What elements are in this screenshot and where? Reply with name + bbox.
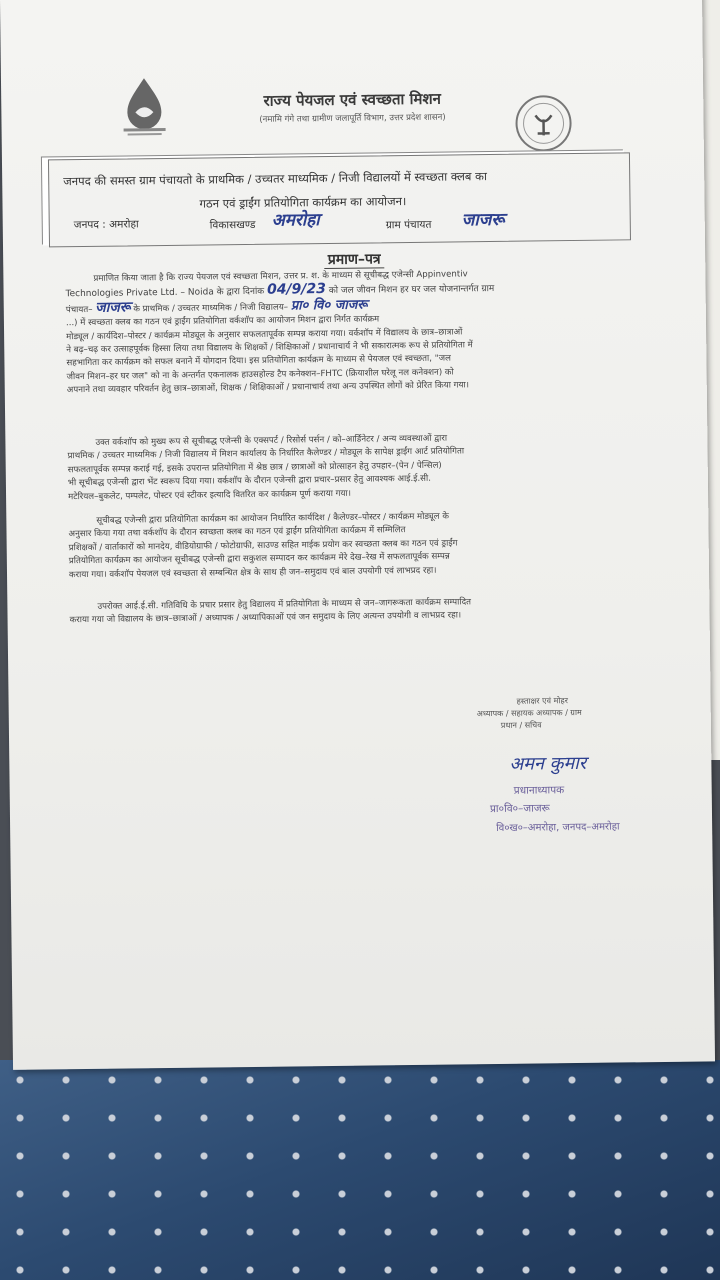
- date-handwritten: 04/9/23: [266, 281, 327, 299]
- p3-line-5: कराया गया। वर्कशाॅप पेयजल एवं स्वच्छता से सम्बन्धित क्षेत्र के साथ ही जन–समुदाय एवं बाल उपयोगी एवं लाभप्रद रहा।: [68, 565, 437, 580]
- p1-line-1: प्रमाणित किया जाता है कि राज्य पेयजल एवं स्वच्छता मिशन, उत्तर प्र. श. के माध्यम से सूचीबद्ध एजेन्सी Appinventiv: [93, 269, 468, 284]
- paragraph-2: [67, 430, 650, 504]
- certificate-heading: प्रमाण–पत्र: [3, 245, 705, 273]
- panchayat-value-handwritten: जाजरू: [461, 209, 505, 231]
- p1-line-2: Technologies Private Ltd. – Noida के द्वारा दिनांक 04/9/23 को जल जीवन मिशन हर घर जल योजनान्तर्गत ग्राम: [65, 281, 495, 300]
- p3-line-1: सूचीबद्ध एजेन्सी द्वारा प्रतियोगिता कार्यक्रम का आयोजन निर्धारित कार्यदिश / कैलेण्डर–पोस्टर / कार्यक्रम मोड्यूल के: [96, 511, 449, 526]
- paragraph-4: [69, 594, 651, 628]
- signature-label-3: प्रधान / सचिव: [500, 720, 542, 730]
- p4-line-1: उपरोक्त आई.ई.सी. गतिविधि के प्रचार प्रसार हेतु विद्यालय में प्रतियोगिता के माध्यम से जन–जागरूकता कार्यक्रम सम्पादित: [97, 597, 472, 612]
- stamp-designation: प्रधानाध्यापक: [513, 784, 565, 797]
- district-label: जनपद : अमरोहा: [73, 218, 139, 232]
- p1-line-5: मोड्यूल / कार्यदिश–पोस्टर / कार्यक्रम मोड्यूल के अनुसार सफलतापूर्वक सम्पन्न कराया गया। वर्कशाॅप में विद्यालय के छात्र–छात्राओं: [66, 327, 463, 342]
- p2-line-4: भी सूचीबद्ध एजेन्सी द्वारा भेंट स्वरूप दिया गया। वर्कशाॅप के दौरान एजेन्सी द्वारा प्रचार–प्रसार हेतु आवश्यक आई.ई.सी.: [67, 473, 431, 489]
- stamp-location: वि०ख०–अमरोहा, जनपद–अमरोहा: [496, 821, 620, 834]
- school-handwritten: प्रा० वि० जाजरू: [290, 297, 368, 314]
- subject-line-1: जनपद की समस्त ग्राम पंचायतो के प्राथमिक / उच्चतर माध्यमिक / निजी विद्यालयों में स्वच्छता क्लब का: [63, 169, 487, 189]
- paragraph-3: [68, 508, 651, 582]
- signature-labels: [477, 694, 637, 732]
- signature-label-2: अध्यापक / सहायक अध्यापक / ग्राम: [476, 707, 582, 719]
- block-label: विकासखण्ड: [209, 218, 256, 232]
- p1-line-9: अपनाने तथा व्यवहार परिवर्तन हेतु छात्र–छात्राओं, शिक्षक / शिक्षिकाओं / प्रधानाचार्य तथा अन्य उपस्थित लोगों को प्रेरित किया गया।: [66, 380, 470, 396]
- p3-line-2: अनुसार किया गया तथा वर्कशाॅप के दौरान स्वच्छता क्लब का गठन एवं ड्राईंग प्रतियोगिता कार्यक्रम में सम्मिलित: [68, 525, 406, 540]
- block-value-handwritten: अमरोहा: [271, 210, 320, 231]
- p3-line-4: प्रतियोगिता कार्यक्रम का आयोजन सूचीबद्ध एजेन्सी द्वारा सकुशल सम्पादन कर कार्यक्रम मेरे देख–रेख में सफलतापूर्वक सम्पन्न: [68, 551, 450, 567]
- organization-subtitle: (नमामि गंगे तथा ग्रामीण जलापूर्ति विभाग, उत्तर प्रदेश शासन): [259, 112, 446, 125]
- organization-title: राज्य पेयजल एवं स्वच्छता मिशन: [263, 89, 442, 110]
- subject-box: [48, 152, 631, 247]
- signature-label-1: हस्ताक्षर एवं मोहर: [516, 696, 569, 706]
- p4-line-2: कराया गया जो विद्यालय के छात्र–छात्राओं / अध्यापक / अध्यापिकाओं एवं जन समुदाय के लिए अत्यन्त उपयोगी व लाभप्रद रहा।: [69, 610, 462, 626]
- subject-line-2: गठन एवं ड्राईंग प्रतियोगिता कार्यक्रम का आयोजन।: [199, 194, 407, 211]
- p1-line-6: ने बढ़–चढ़ कर उत्साहपूर्वक हिस्सा लिया तथा विद्यालय के शिक्षकों / शिक्षिकाओं / प्रधानाचार्य ने भी सकारात्मक रूप से प्रतियोगिता में: [66, 340, 473, 356]
- p1-line-3: पंचायत– जाजरू के प्राथमिक / उच्चतर माध्यमिक / निजी विद्यालय– प्रा० वि० जाजरू: [65, 297, 368, 316]
- stamp-school: प्रा०वि०–जाजरू: [489, 802, 550, 816]
- panchayat-label: ग्राम पंचायत: [385, 218, 432, 232]
- p2-line-3: सफलतापूर्वक सम्पन्न कराई गई, इसके उपरान्त प्रतियोगिता में श्रेष्ठ छात्र / छात्राओं को प्रोत्साहन हेतु उपहार–(पेन / पेन्सिल): [67, 460, 442, 476]
- p1-line-8: जीवन मिशन–हर घर जल" को ना के अन्तर्गत एकनालक हाउसहोल्ड टैप कनेक्शन–FHTC (क्रियाशील घरेलू नल कनेक्शन) को: [66, 367, 454, 383]
- uttar-pradesh-emblem: [513, 93, 574, 154]
- handwritten-signature: अमन कुमार: [509, 752, 587, 775]
- p1-line-4: ...) में स्वच्छता क्लब का गठन एवं ड्राईंग प्रतियोगिता वर्कशाॅप का आयोजन मिशन द्वारा निर्गत कार्यक्रम: [65, 314, 380, 329]
- p2-line-2: प्राथमिक / उच्चतर माध्यमिक / निजी विद्यालय में मिशन कार्यालय के निर्धारित कैलेण्डर / मोड्यूल के सापेक्ष ड्राईंग आर्ट प्रतियोगिता: [67, 446, 465, 462]
- background-fabric: [0, 1060, 720, 1280]
- p2-line-5: मटेरियल–बुकलेट, पम्पलेट, पोस्टर एवं स्टीकर इत्यादि वितरित कर कार्यक्रम पूर्ण कराया गया।: [68, 488, 351, 502]
- panchayat-handwritten: जाजरू: [95, 299, 131, 316]
- p1-line-7: सहभागिता कर कार्यक्रम को सफल बनाने में योगदान दिया। इस प्रतियोगिता कार्यक्रम के माध्यम से पेयजल एवं स्वच्छता, "जल: [66, 353, 451, 369]
- p2-line-1: उक्त वर्कशाॅप को मुख्य रूप से सूचीबद्ध एजेन्सी के एक्सपर्ट / रिसोर्स पर्सन / को–आर्डिनेटर / अन्य व्यवस्थाओं द्वारा: [95, 433, 448, 448]
- p3-line-3: प्रशिक्षकों / वार्ताकारों को मानदेय, वीडियोग्राफी / फोटोग्राफी, साउण्ड सहित माईक प्रयोग कर स्वच्छता क्लब का गठन एवं ड्राईंग: [68, 538, 458, 554]
- paragraph-1: [65, 266, 648, 398]
